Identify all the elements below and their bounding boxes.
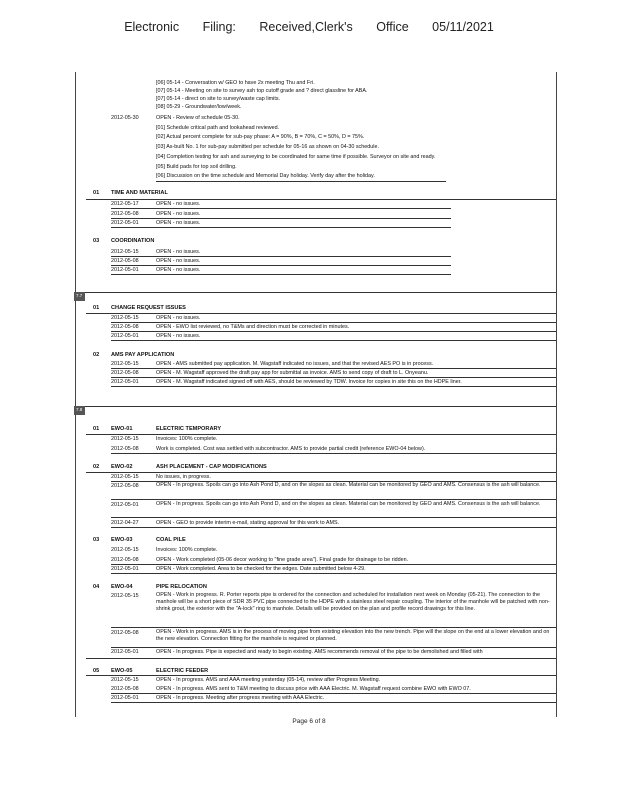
item-number: 02 bbox=[93, 464, 100, 470]
top-line: [02] Actual percent complete for sub-pay phase: A = 90%, B = 70%, C = 50%, D = 75%. bbox=[156, 134, 365, 140]
item-number: 01 bbox=[93, 190, 100, 196]
top-line: [07] 05-14 - direct on site to survey/waste cap limits. bbox=[156, 96, 281, 102]
item-number: 03 bbox=[93, 537, 100, 543]
rule bbox=[86, 434, 556, 435]
row-date: 2012-05-08 bbox=[111, 211, 139, 217]
rule bbox=[156, 181, 446, 182]
row-text: OPEN - no issues. bbox=[156, 249, 201, 255]
row-date: 2012-05-08 bbox=[111, 686, 139, 692]
ewo-code: EWO-04 bbox=[111, 584, 133, 590]
row-text: OPEN - Work completed. Area to be checked for the edges. Date submitted below 4-29. bbox=[156, 566, 366, 572]
row-text: OPEN - AMS submitted pay application. M. Wagstaff indicated no issues, and that the revised AES PO is in process. bbox=[156, 361, 434, 367]
row-text: No issues, in progress. bbox=[156, 474, 211, 480]
item-title: ELECTRIC FEEDER bbox=[156, 668, 209, 674]
item-title: PIPE RELOCATION bbox=[156, 584, 207, 590]
row-text: OPEN - Work in progress. R. Porter reports pipe is ordered for the connection and scheduled for installation next week on Monday (05-21). The connection to the manhole will be a short piece of SDR 35 PVC pipe connected to the HDPE with a stainless steel repair coupling. The interior of the manhole will be patched with non-shrink grout, the exterior with the "A-lock" ring to manhole. Details will be provided on the plan and profile record drawings for this line. bbox=[156, 592, 550, 612]
row-text: Work is completed. Cost was settled with subcontractor. AMS to provide partial credit (reference EWO-04 below). bbox=[156, 446, 426, 452]
rule bbox=[111, 702, 556, 703]
ewo-code: EWO-03 bbox=[111, 537, 133, 543]
rule bbox=[111, 627, 556, 628]
section-label: 7.7 bbox=[76, 293, 83, 298]
row-text: OPEN - no issues. bbox=[156, 333, 201, 339]
row-date: 2012-05-17 bbox=[111, 201, 139, 207]
row-date: 2012-05-15 bbox=[111, 677, 139, 683]
row-text: OPEN - In progress. AMS sent to T&M meeting to discuss price with AAA Electric. M. Wagstaff request combine EWO with EWO 07. bbox=[156, 686, 471, 692]
row-text: OPEN - no issues. bbox=[156, 201, 201, 207]
rule bbox=[111, 573, 556, 574]
rule bbox=[86, 313, 556, 314]
row-text: OPEN - GEO to provide interim e-mail, stating approval for this work to AMS. bbox=[156, 520, 340, 526]
top-line: [04] Completion testing for ash and surveying to be coordinated for same time if possible. Surveyor on site and ready. bbox=[156, 154, 436, 160]
rule bbox=[111, 274, 451, 275]
item-title: AMS PAY APPLICATION bbox=[111, 352, 175, 358]
row-text: Invoices: 100% complete. bbox=[156, 547, 218, 553]
rule bbox=[111, 368, 556, 369]
rule bbox=[111, 564, 556, 565]
rule bbox=[111, 227, 451, 228]
item-title: ASH PLACEMENT - CAP MODIFICATIONS bbox=[156, 464, 267, 470]
rule bbox=[111, 331, 556, 332]
row-date: 2012-05-15 bbox=[111, 593, 139, 599]
row-date: 2012-05-15 bbox=[111, 547, 139, 553]
row-text: OPEN - no issues. bbox=[156, 267, 201, 273]
row-date: 2012-05-15 bbox=[111, 436, 139, 442]
rule bbox=[111, 647, 556, 648]
row-text: OPEN - In progress. AMS and AAA meeting yesterday (05-14), review after Progress Meeting. bbox=[156, 677, 381, 683]
row-date: 2012-05-01 bbox=[111, 695, 139, 701]
row-date: 2012-04-27 bbox=[111, 520, 139, 526]
rule bbox=[111, 517, 556, 518]
section-label: 7.8 bbox=[76, 407, 83, 412]
top-line: [06] Discussion on the time schedule and Memorial Day holiday. Verify day after the holiday. bbox=[156, 173, 375, 179]
row-date: 2012-05-08 bbox=[111, 483, 139, 489]
top-line: [01] Schedule critical path and lookahead reviewed. bbox=[156, 125, 280, 131]
row-date: 2012-05-08 bbox=[111, 557, 139, 563]
page-number: Page 6 of 8 bbox=[292, 718, 326, 725]
rule bbox=[111, 322, 556, 323]
rule bbox=[86, 472, 556, 473]
item-number: 04 bbox=[93, 584, 100, 590]
top-line: OPEN - Review of schedule 05-30. bbox=[156, 115, 240, 121]
top-line: [08] 05-29 - Groundwater/low/week. bbox=[156, 104, 242, 110]
row-text: OPEN - In progress. Meeting after progress meeting with AAA Electric. bbox=[156, 695, 325, 701]
rule bbox=[86, 199, 556, 200]
row-text: OPEN - In progress. Pipe is expected and ready to begin existing. AMS recommends removal of the pipe to be demolished and filled with bbox=[156, 649, 483, 655]
header-word-filing: Filing: bbox=[202, 20, 236, 34]
rule bbox=[111, 386, 556, 387]
row-text: OPEN - EWO list reviewed, no T&Ms and direction must be corrected in minutes. bbox=[156, 324, 350, 330]
row-text: OPEN - no issues. bbox=[156, 211, 201, 217]
row-text: Invoices: 100% complete. bbox=[156, 436, 218, 442]
header-date: 05/11/2021 bbox=[432, 20, 494, 34]
row-date: 2012-05-01 bbox=[111, 649, 139, 655]
rule bbox=[111, 256, 451, 257]
top-line: [06] 05-14 - Conversation w/ GEO to have 2x meeting Thu and Fri. bbox=[156, 80, 315, 86]
item-number: 05 bbox=[93, 668, 100, 674]
filing-header bbox=[0, 20, 618, 34]
ewo-code: EWO-05 bbox=[111, 668, 133, 674]
rule bbox=[111, 218, 451, 219]
row-text: OPEN - In progress. Spoils can go into Ash Pond D, and on the slopes as clean. Material can be monitored by GEO and AMS. Consensus is the ash will balance. bbox=[156, 501, 541, 507]
rule bbox=[111, 499, 556, 500]
row-date: 2012-05-01 bbox=[111, 220, 139, 226]
row-date: 2012-05-01 bbox=[111, 379, 139, 385]
row-text: OPEN - M. Wagstaff approved the draft pay app for submittal as invoice. AMS to send copy of draft to L. Onyeanu. bbox=[156, 370, 429, 376]
rule bbox=[111, 693, 556, 694]
row-date: 2012-05-01 bbox=[111, 566, 139, 572]
rule bbox=[111, 453, 556, 454]
ewo-code: EWO-01 bbox=[111, 426, 133, 432]
row-text: OPEN - no issues. bbox=[156, 315, 201, 321]
row-text: OPEN - In progress. Spoils can go into Ash Pond D, and on the slopes as clean. Material can be monitored by GEO and AMS. Consensus is the ash will balance. bbox=[156, 482, 541, 488]
section-rule bbox=[76, 406, 556, 407]
row-date: 2012-05-01 bbox=[111, 502, 139, 508]
row-date: 2012-05-01 bbox=[111, 333, 139, 339]
row-date: 2012-05-08 bbox=[111, 258, 139, 264]
item-title: COORDINATION bbox=[111, 238, 155, 244]
row-date: 2012-05-15 bbox=[111, 361, 139, 367]
item-number: 02 bbox=[93, 352, 100, 358]
row-date: 2012-05-08 bbox=[111, 370, 139, 376]
item-number: 03 bbox=[93, 238, 100, 244]
row-date: 2012-05-15 bbox=[111, 249, 139, 255]
rule bbox=[111, 527, 556, 528]
header-word-office: Office bbox=[376, 20, 409, 34]
rule bbox=[86, 658, 556, 659]
row-date: 2012-05-08 bbox=[111, 446, 139, 452]
top-line: [03] As-built No. 1 for sub-pay submitted per schedule for 05-16 as shown on 04-30 schedule. bbox=[156, 144, 379, 150]
item-title: COAL PILE bbox=[156, 537, 186, 543]
section-rule bbox=[76, 292, 556, 293]
item-title: TIME AND MATERIAL bbox=[111, 190, 168, 196]
item-title: ELECTRIC TEMPORARY bbox=[156, 426, 222, 432]
row-text: OPEN - no issues. bbox=[156, 220, 201, 226]
row-date: 2012-05-01 bbox=[111, 267, 139, 273]
row-text: OPEN - Work in progress. AMS is in the process of moving pipe from existing elevation into the new trench. Pipe will the slope on the end at a lower elevation and on the new elevation. Connection fitting for the manhole is required or planned. bbox=[156, 629, 550, 642]
top-date: 2012-05-30 bbox=[111, 115, 139, 121]
row-text: OPEN - no issues. bbox=[156, 258, 201, 264]
row-date: 2012-05-08 bbox=[111, 324, 139, 330]
row-date: 2012-05-15 bbox=[111, 315, 139, 321]
row-date: 2012-05-15 bbox=[111, 474, 139, 480]
top-line: [07] 05-14 - Meeting on site to survey ash top cutoff grade and ? direct glassline for ABA. bbox=[156, 88, 368, 94]
top-line: [05] Build pads for top soil drilling. bbox=[156, 164, 237, 170]
item-number: 01 bbox=[93, 426, 100, 432]
rule bbox=[86, 675, 556, 676]
row-text: OPEN - M. Wagstaff indicated signed off with AES, should be reviewed by TDW. Invoice for copies in site this on the HDPE liner. bbox=[156, 379, 462, 385]
rule bbox=[111, 340, 556, 341]
ewo-code: EWO-02 bbox=[111, 464, 133, 470]
row-date: 2012-05-08 bbox=[111, 630, 139, 636]
header-word-received: Received,Clerk's bbox=[259, 20, 353, 34]
rule bbox=[111, 208, 451, 209]
minutes-page bbox=[75, 72, 557, 717]
item-title: CHANGE REQUEST ISSUES bbox=[111, 305, 186, 311]
item-number: 01 bbox=[93, 305, 100, 311]
rule bbox=[111, 265, 451, 266]
header-word-electronic: Electronic bbox=[124, 20, 180, 34]
row-text: OPEN - Work completed (05-06 decor working to "fine grade area"). Final grade for drainage to be ridden. bbox=[156, 557, 409, 563]
rule bbox=[111, 377, 556, 378]
